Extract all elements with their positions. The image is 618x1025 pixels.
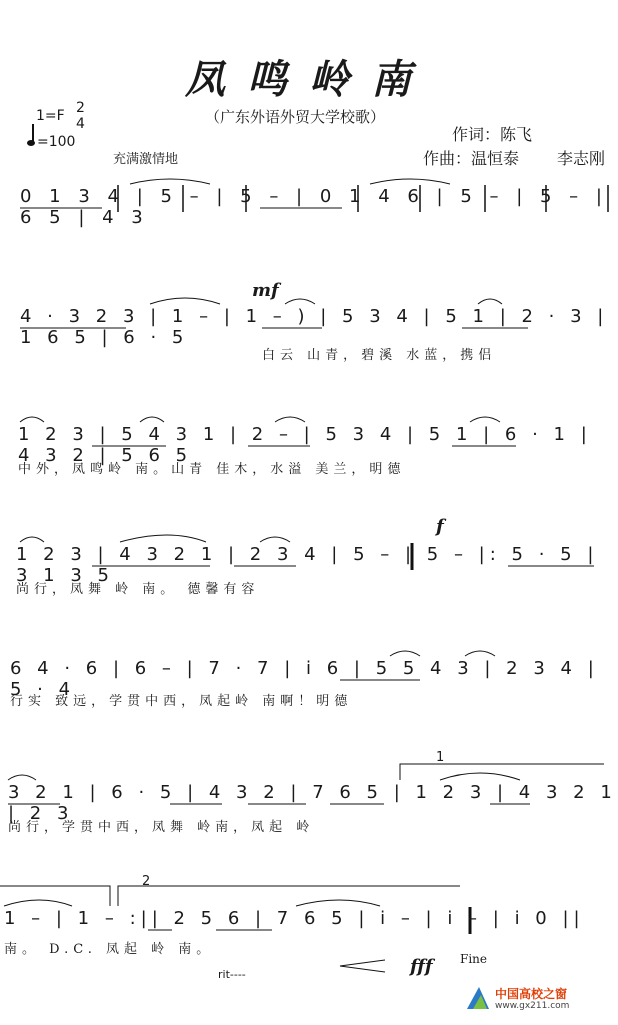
lyrics-line-5: 行实 致远，学贯中西，凤起岭 南啊！明德 — [10, 694, 353, 709]
watermark-line-1: 中国高校之窗 — [495, 987, 568, 1001]
volta-1-label: 1 — [436, 750, 445, 765]
expression-marking: 充满激情地 — [113, 152, 179, 167]
key-signature: 1=F — [36, 108, 65, 124]
notation-line-5: 6 4 · 6 | 6 – | 7 · 7 | i 6 | 5 5 4 3 | 2 3 4 | 5 · 4 — [10, 658, 599, 700]
notation-line-2: 4 · 3 2 3 | 1 – | 1 – ) | 5 3 4 | 5 1 | 2 · 3 | 1 6 5 | 6 · 5 — [20, 306, 609, 348]
lyrics-line-2: 白云 山青，碧溪 水蓝，携侣 — [262, 348, 497, 363]
composer-credit-2: 李志刚 — [557, 149, 606, 168]
watermark-logo — [465, 985, 610, 1015]
song-title: 凤鸣岭南 — [185, 56, 433, 103]
watermark-line-2: www.gx211.com — [495, 1001, 570, 1011]
composer-credit: 作曲：温恒泰 — [423, 149, 520, 168]
notation-line-1: 0 1 3 4 | 5 – | 5 – | 0 1 4 6 | 5 – | 5 – | 6 5 | 4 3 — [20, 186, 608, 228]
logo-icon — [465, 985, 491, 1011]
notation-line-6: 3 2 1 | 6 · 5 | 4 3 2 | 7 6 5 | 1 2 3 | 4 3 2 1 | 2 3 — [8, 782, 617, 824]
dynamic-f: f — [436, 516, 444, 537]
lyrics-line-6: 尚行，学贯中西，凤舞 岭南，凤起 岭 — [8, 820, 315, 835]
lyrics-line-7: 南。 D.C. 凤起 岭 南。 — [4, 942, 215, 957]
tempo-marking: =100 — [37, 134, 76, 150]
lyricist-credit: 作词：陈飞 — [452, 125, 533, 144]
time-signature-top: 2 — [76, 100, 85, 116]
lyrics-line-3: 中外，凤鸣岭 南。山青 佳木，水溢 美兰，明德 — [18, 462, 406, 477]
time-signature-bottom: 4 — [76, 116, 85, 132]
ritardando-marking: rit---- — [218, 968, 246, 981]
dynamic-mf: mf — [252, 280, 279, 301]
notation-line-7: 1 – | 1 – :|| 2 5 6 | 7 6 5 | i – | i – | i 0 || — [4, 908, 585, 929]
volta-2-label: 2 — [142, 874, 151, 889]
notation-line-3: 1 2 3 | 5 4 3 1 | 2 – | 5 3 4 | 5 1 | 6 · 1 | 4 3 2 | 5 6 5 — [18, 424, 592, 466]
dynamic-fff: fff — [410, 956, 433, 977]
quarter-note-head — [27, 140, 35, 146]
lyrics-line-4: 尚行，凤舞 岭 南。 德馨有容 — [16, 582, 260, 597]
notation-line-4: 1 2 3 | 4 3 2 1 | 2 3 4 | 5 – | 5 – |: 5 · 5 | 3 1 3 5 — [16, 544, 599, 586]
fine-marking: Fine — [460, 952, 487, 966]
song-subtitle: （广东外语外贸大学校歌） — [205, 108, 386, 126]
